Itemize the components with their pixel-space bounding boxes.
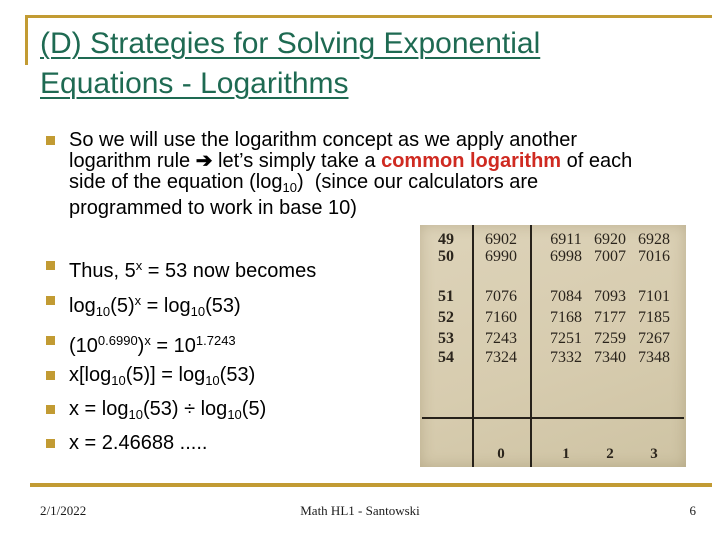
footer-course: Math HL1 - Santowski (300, 503, 420, 518)
body-text: = 10 (150, 335, 196, 357)
slide-title (40, 24, 540, 104)
footer-page-number: 6 (689, 503, 696, 518)
bullet-text (69, 395, 266, 429)
emphasis-text: common logarithm (381, 150, 562, 172)
table-cell: 6920 (594, 231, 626, 248)
text-line (69, 326, 236, 361)
arrow-glyph: ➔ (195, 150, 213, 172)
text-line (69, 395, 266, 429)
text-line (69, 429, 207, 458)
bullet-group-equations (46, 251, 316, 361)
text-line (69, 198, 632, 219)
body-text: x = log (69, 398, 129, 420)
body-text: 10 (95, 304, 111, 319)
body-text: (10 (69, 335, 98, 357)
body-text: ) (since our calculators are (296, 171, 539, 193)
body-text: (5)] = log (125, 364, 206, 386)
body-text: 10 (190, 304, 206, 319)
bullet-text (69, 429, 207, 458)
body-text: (5) (241, 398, 267, 420)
table-row (420, 330, 676, 348)
title-line-2: Equations - Logarithms (40, 67, 349, 100)
table-cell: 7251 (550, 330, 582, 347)
bullet-text (69, 326, 236, 361)
table-cell: 7076 (485, 288, 517, 305)
body-text: x (144, 333, 151, 348)
table-row (420, 248, 676, 266)
bullet-item (46, 251, 316, 286)
table-cell-gap (530, 248, 544, 266)
table-cell: 7084 (550, 288, 582, 305)
body-text: (53) (205, 295, 241, 317)
table-row-label: 52 (438, 309, 454, 326)
body-text: = log (141, 295, 191, 317)
table-cell-gap (530, 445, 544, 463)
bullet-text (69, 251, 316, 286)
bullet-item (46, 361, 266, 395)
table-cell: 6902 (485, 231, 517, 248)
bullet-text (69, 130, 632, 219)
table-row-label: 51 (438, 288, 454, 305)
table-cell: 7348 (638, 349, 670, 366)
body-text: 1.7243 (195, 333, 236, 348)
body-text: x = 2.46688 ..... (69, 432, 208, 454)
body-text: So we will use the logarithm concept as we apply another (69, 129, 578, 151)
table-column-label: 3 (650, 446, 658, 462)
body-text: (53) (219, 364, 256, 386)
body-text: x (135, 258, 143, 273)
table-row-label: 50 (438, 248, 454, 265)
table-cell: 7185 (638, 309, 670, 326)
bullet-text (69, 361, 255, 395)
table-cell: 7243 (485, 330, 517, 347)
body-text: 10 (282, 180, 297, 195)
bullet-item (46, 395, 266, 429)
text-line (69, 361, 255, 395)
log-table-image (420, 225, 686, 467)
body-text: x (134, 293, 142, 308)
body-text: (5) (110, 295, 135, 317)
body-text: Thus, 5 (69, 260, 136, 282)
body-text: let’s simply take a (212, 150, 382, 172)
body-text: 10 (128, 407, 143, 422)
table-cell: 7101 (638, 288, 670, 305)
text-line (69, 151, 632, 172)
bullet-item (46, 326, 316, 361)
table-cell-gap (530, 349, 544, 367)
table-cell: 6911 (550, 231, 582, 248)
bullet-square-icon (46, 371, 55, 380)
body-text: (53) ÷ log (142, 398, 228, 420)
table-column-label: 1 (562, 446, 570, 462)
body-text: = 53 now becomes (142, 260, 317, 282)
table-cell: 7160 (485, 309, 517, 326)
bullet-group-intro (46, 130, 632, 219)
table-cell: 7093 (594, 288, 626, 305)
table-cell: 7340 (594, 349, 626, 366)
body-text: log (69, 295, 96, 317)
body-text: 10 (111, 373, 126, 388)
bullet-item (46, 429, 266, 458)
body-text: of each (561, 150, 633, 172)
text-line (69, 172, 632, 198)
body-text: x[log (69, 364, 112, 386)
table-horizontal-rule (422, 417, 684, 419)
table-cell: 7177 (594, 309, 626, 326)
table-cell-gap (530, 231, 544, 249)
body-text: 10 (227, 407, 242, 422)
body-text: logarithm rule (69, 150, 196, 172)
table-cell-gap (420, 445, 472, 463)
footer-date: 2/1/2022 (40, 503, 87, 518)
text-line (69, 130, 632, 151)
top-accent-line (25, 15, 712, 18)
bullet-square-icon (46, 136, 55, 145)
table-column-label: 0 (497, 446, 505, 462)
bullet-text (69, 286, 241, 326)
table-row (420, 231, 676, 249)
table-cell-gap (530, 288, 544, 306)
title-line-1: (D) Strategies for Solving Exponential (40, 27, 541, 60)
text-line (69, 251, 316, 286)
bullet-square-icon (46, 261, 55, 270)
table-row-label: 49 (438, 231, 454, 248)
bullet-item (46, 286, 316, 326)
left-accent-line (25, 15, 28, 65)
table-cell: 7324 (485, 349, 517, 366)
table-cell: 7007 (594, 248, 626, 265)
table-cell-gap (530, 330, 544, 348)
table-row (420, 309, 676, 327)
bullet-square-icon (46, 405, 55, 414)
table-cell: 6998 (550, 248, 582, 265)
table-cell: 7267 (638, 330, 670, 347)
table-row-label: 54 (438, 349, 454, 366)
body-text: side of the equation (log (69, 171, 283, 193)
body-text: 0.6990 (97, 333, 138, 348)
table-column-labels (420, 445, 676, 463)
table-cell: 7168 (550, 309, 582, 326)
bullet-square-icon (46, 439, 55, 448)
body-text: ) (137, 335, 145, 357)
bullet-group-solution (46, 361, 266, 458)
table-cell: 6990 (485, 248, 517, 265)
bullet-item (46, 130, 632, 219)
bullet-square-icon (46, 296, 55, 305)
body-text: 10 (205, 373, 220, 388)
table-column-label: 2 (606, 446, 614, 462)
table-cell: 7332 (550, 349, 582, 366)
table-row (420, 349, 676, 367)
table-row (420, 288, 676, 306)
body-text: programmed to work in base 10) (69, 197, 357, 219)
table-cell: 6928 (638, 231, 670, 248)
bullet-square-icon (46, 336, 55, 345)
bottom-accent-line (30, 483, 712, 487)
text-line (69, 286, 241, 326)
table-cell-gap (530, 309, 544, 327)
table-row-label: 53 (438, 330, 454, 347)
table-cell: 7259 (594, 330, 626, 347)
table-cell: 7016 (638, 248, 670, 265)
